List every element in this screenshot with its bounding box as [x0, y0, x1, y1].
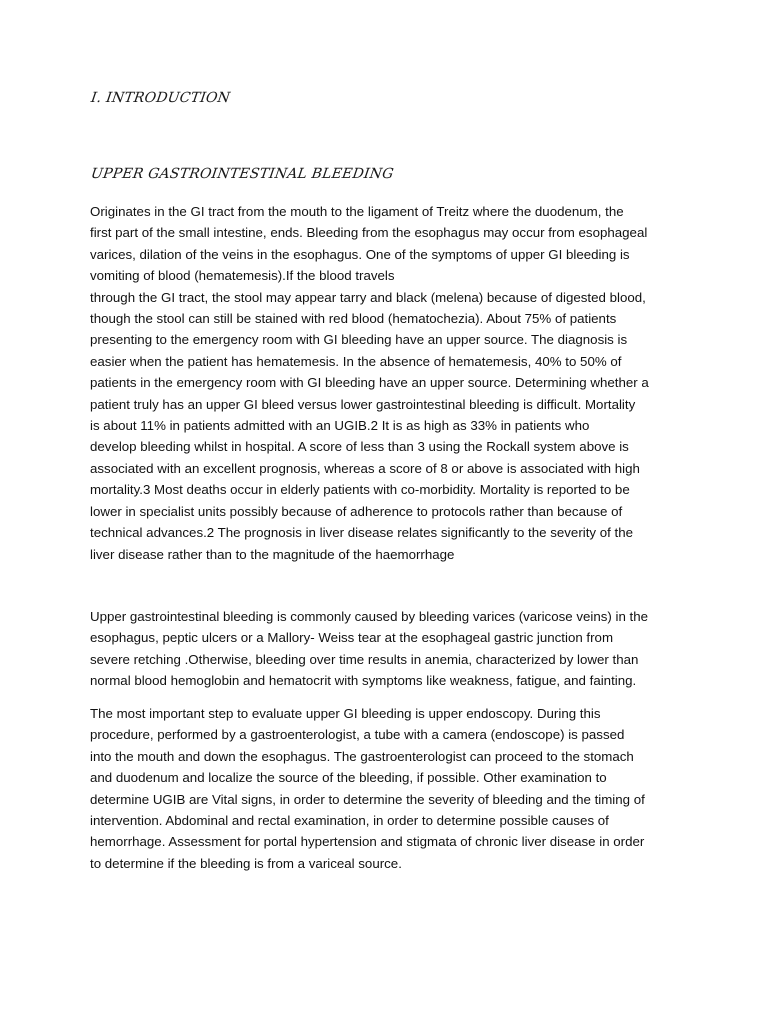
- paragraph-line: presenting to the emergency room with GI bleeding have an upper source. The diagnosis is: [90, 332, 628, 348]
- paragraph-line: severe retching .Otherwise, bleeding over time results in anemia, characterized by lower than: [90, 651, 639, 667]
- paragraph-line: determine UGIB are Vital signs, in order to determine the severity of bleeding and the timing of: [90, 791, 645, 807]
- paragraph-line: Originates in the GI tract from the mouth to the ligament of Treitz where the duodenum, the: [90, 204, 624, 219]
- paragraph-line: associated with an excellent prognosis, whereas a score of 8 or above is associated with high: [90, 460, 640, 476]
- paragraph-line: The most important step to evaluate upper GI bleeding is upper endoscopy. During this: [90, 706, 601, 721]
- paragraph-line: procedure, performed by a gastroenterologist, a tube with a camera (endoscope) is passed: [90, 727, 625, 743]
- paragraph-line: normal blood hemoglobin and hematocrit with symptoms like weakness, fatigue, and fainting.: [90, 673, 637, 689]
- paragraph-line: esophagus, peptic ulcers or a Mallory- Weiss tear at the esophageal gastric junction from: [90, 630, 614, 646]
- paragraph-line: though the stool can still be stained with red blood (hematochezia). About 75% of patients: [90, 311, 617, 327]
- paragraph-line: develop bleeding whilst in hospital. A score of less than 3 using the Rockall system above is: [90, 439, 629, 455]
- paragraph-line: hemorrhage. Assessment for portal hypertension and stigmata of chronic liver disease in order: [90, 834, 645, 850]
- paragraph-line: liver disease rather than to the magnitude of the haemorrhage: [90, 546, 455, 562]
- paragraph-line: patient truly has an upper GI bleed versus lower gastrointestinal bleeding is difficult. Mortality: [90, 396, 636, 412]
- section-heading-upper-gi-bleeding: UPPER GASTROINTESTINAL BLEEDING: [90, 166, 395, 182]
- paragraph-causes: [90, 606, 690, 692]
- section-heading-introduction: I. INTRODUCTION: [90, 90, 232, 106]
- paragraph-line: lower in specialist units possibly because of adherence to protocols rather than because of: [90, 503, 623, 519]
- paragraph-line: patients in the emergency room with GI bleeding have an upper source. Determining whether a: [90, 375, 649, 391]
- paragraph-line: Upper gastrointestinal bleeding is commonly caused by bleeding varices (varicose veins) in the: [90, 609, 649, 624]
- paragraph-line: intervention. Abdominal and rectal examination, in order to determine possible causes of: [90, 813, 609, 829]
- paragraph-line: vomiting of blood (hematemesis).If the blood travels: [90, 268, 395, 284]
- paragraph-line: and duodenum and localize the source of the bleeding, if possible. Other examination to: [90, 770, 607, 786]
- paragraph-line: through the GI tract, the stool may appear tarry and black (melena) because of digested blood,: [90, 289, 646, 305]
- paragraph-line: first part of the small intestine, ends. Bleeding from the esophagus may occur from esophageal: [90, 225, 648, 241]
- paragraph-line: varices, dilation of the veins in the esophagus. One of the symptoms of upper GI bleeding is: [90, 246, 630, 262]
- paragraph-evaluation: [90, 703, 690, 874]
- paragraph-definition: [90, 201, 690, 565]
- paragraph-line: easier when the patient has hematemesis. In the absence of hematemesis, 40% to 50% of: [90, 353, 622, 369]
- paragraph-line: mortality.3 Most deaths occur in elderly patients with co-morbidity. Mortality is reported to be: [90, 482, 630, 498]
- paragraph-line: technical advances.2 The prognosis in liver disease relates significantly to the severity of the: [90, 525, 634, 541]
- paragraph-line: into the mouth and down the esophagus. The gastroenterologist can proceed to the stomach: [90, 748, 634, 764]
- paragraph-line: to determine if the bleeding is from a variceal source.: [90, 855, 402, 871]
- paragraph-line: is about 11% in patients admitted with an UGIB.2 It is as high as 33% in patients who: [90, 418, 590, 434]
